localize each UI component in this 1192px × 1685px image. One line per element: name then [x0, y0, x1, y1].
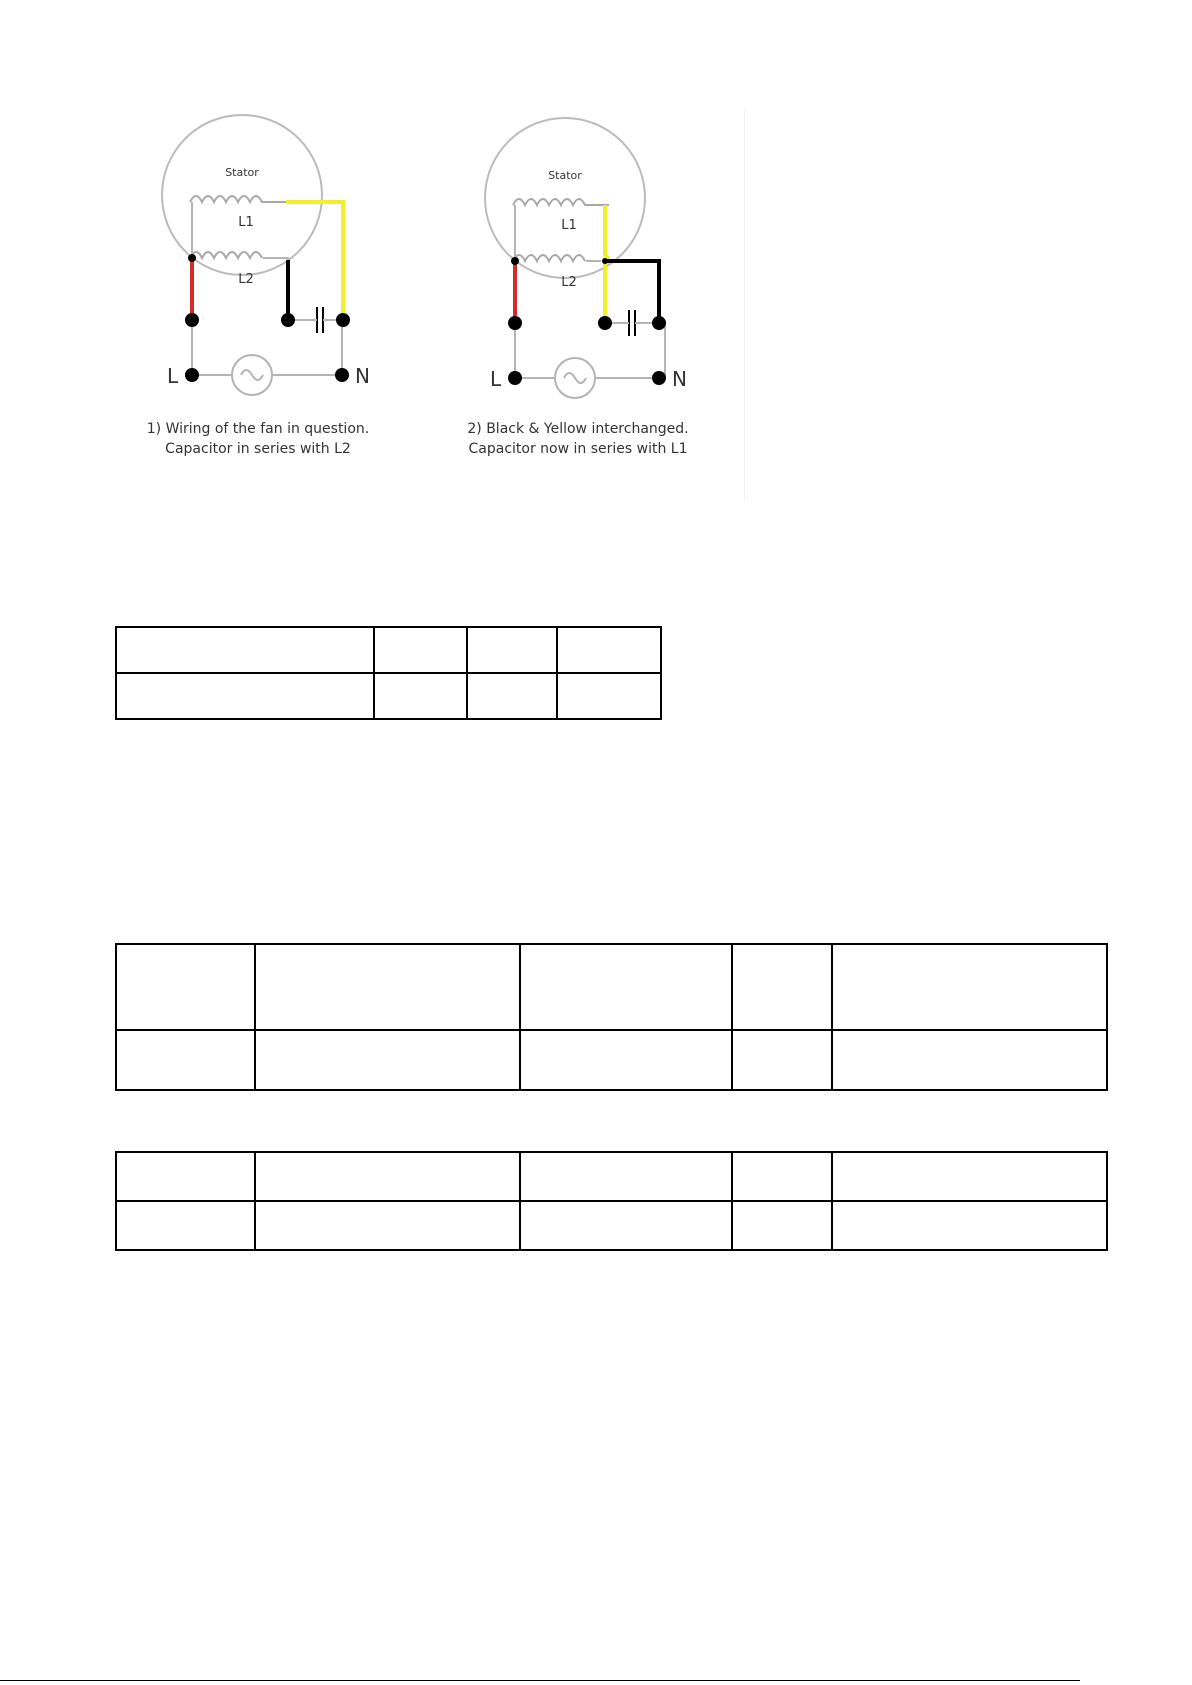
coil-l2 [190, 252, 262, 258]
yellow-wire [286, 202, 343, 320]
table-cell[interactable] [520, 1030, 732, 1090]
stator-label: Stator [548, 169, 582, 182]
table-cell[interactable] [520, 944, 732, 1030]
table-row [116, 944, 1107, 1030]
grey-wire [515, 205, 665, 378]
terminal-dot [185, 313, 199, 327]
table-row [116, 627, 661, 673]
table-row [116, 673, 661, 719]
blank-table-2 [115, 943, 1108, 1091]
table-cell[interactable] [116, 1152, 255, 1201]
table-cell[interactable] [557, 627, 661, 673]
left-wiring-panel [147, 115, 370, 457]
table-cell[interactable] [732, 1152, 832, 1201]
terminal-dot [598, 316, 612, 330]
right-wiring-panel [467, 118, 688, 457]
node-dot [511, 257, 519, 265]
table-cell[interactable] [255, 944, 520, 1030]
coil-l1 [513, 199, 609, 205]
table-cell[interactable] [557, 673, 661, 719]
table-cell[interactable] [832, 1201, 1107, 1250]
line-terminal-label: L [490, 367, 502, 391]
table-cell[interactable] [116, 1201, 255, 1250]
line-terminal-label: L [167, 364, 179, 388]
coil-l1-label: L1 [238, 215, 254, 230]
blank-table-1 [115, 626, 662, 720]
table-cell[interactable] [520, 1201, 732, 1250]
node-dot [602, 258, 608, 264]
table-cell[interactable] [255, 1030, 520, 1090]
table-cell[interactable] [255, 1152, 520, 1201]
terminal-dot [335, 368, 349, 382]
table-row [116, 1201, 1107, 1250]
table-cell[interactable] [116, 944, 255, 1030]
table-row [116, 1030, 1107, 1090]
table-cell[interactable] [520, 1152, 732, 1201]
table-cell[interactable] [374, 627, 467, 673]
stator-circle [485, 118, 645, 278]
table-cell[interactable] [832, 944, 1107, 1030]
footer-mark [1084, 1675, 1188, 1683]
terminal-dot [185, 368, 199, 382]
terminal-dot [508, 316, 522, 330]
yellow-wire [605, 205, 608, 323]
table-cell[interactable] [832, 1030, 1107, 1090]
table-cell[interactable] [116, 627, 374, 673]
stator-label: Stator [225, 166, 259, 179]
caption-line-2: Capacitor now in series with L1 [468, 441, 688, 457]
caption-line-1: 2) Black & Yellow interchanged. [467, 421, 689, 437]
table-cell[interactable] [732, 944, 832, 1030]
caption-line-2: Capacitor in series with L2 [165, 441, 351, 457]
stator-circle [162, 115, 322, 275]
coil-l2 [513, 255, 585, 261]
table-cell[interactable] [116, 1030, 255, 1090]
coil-l1 [190, 196, 286, 202]
caption-line-1: 1) Wiring of the fan in question. [146, 421, 370, 437]
table-cell[interactable] [832, 1152, 1107, 1201]
table-row [116, 1152, 1107, 1201]
terminal-dot [281, 313, 295, 327]
table-cell[interactable] [732, 1030, 832, 1090]
terminal-dot [652, 316, 666, 330]
footer-rule [0, 1680, 1080, 1681]
coil-l1-label: L1 [561, 218, 577, 233]
neutral-terminal-label: N [355, 364, 370, 388]
blank-table-3 [115, 1151, 1108, 1251]
table-cell[interactable] [374, 673, 467, 719]
sine-icon [241, 370, 263, 380]
terminal-dot [336, 313, 350, 327]
neutral-terminal-label: N [672, 367, 687, 391]
table-cell[interactable] [467, 673, 557, 719]
terminal-dot [652, 371, 666, 385]
coil-l2-label: L2 [238, 272, 254, 287]
table-cell[interactable] [732, 1201, 832, 1250]
capacitor-wiring-diagram [130, 110, 755, 505]
node-dot [188, 254, 196, 262]
black-wire [605, 261, 659, 323]
grey-wire [192, 202, 342, 375]
coil-l2-label: L2 [561, 275, 577, 290]
table-cell[interactable] [255, 1201, 520, 1250]
sine-icon [564, 373, 586, 383]
figure-edge [744, 110, 745, 500]
table-cell[interactable] [116, 673, 374, 719]
terminal-dot [508, 371, 522, 385]
table-cell[interactable] [467, 627, 557, 673]
